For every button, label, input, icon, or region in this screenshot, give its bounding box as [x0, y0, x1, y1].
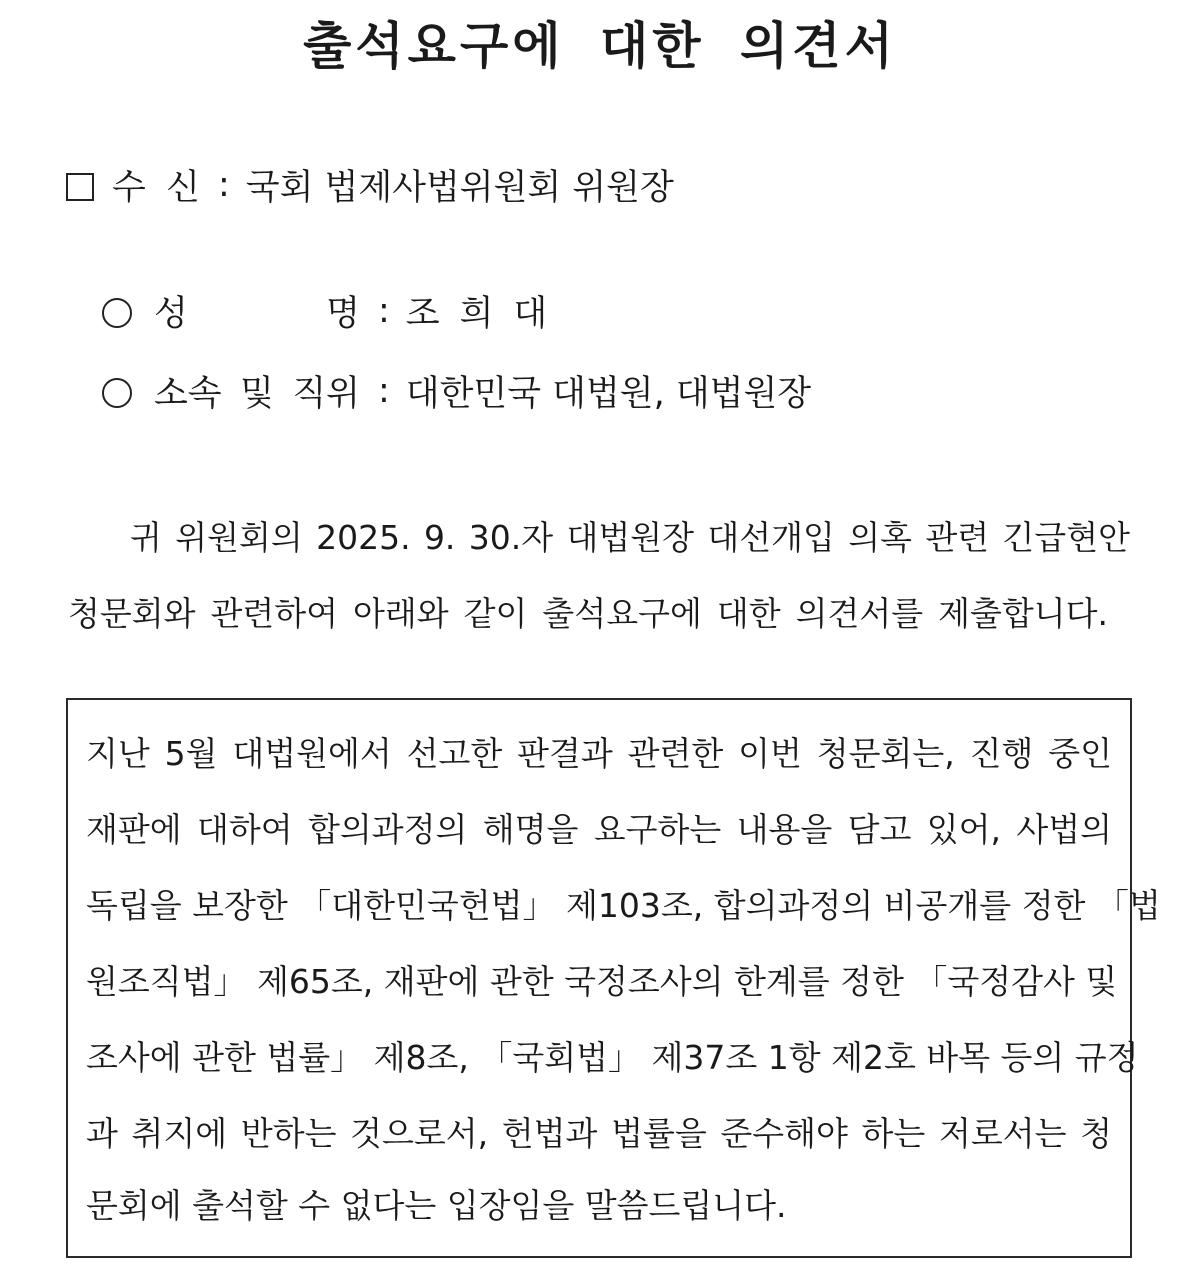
recipient-value: 국회 법제사법위원회 위원장: [245, 168, 674, 208]
affiliation-label: 소속 및 직위: [154, 374, 360, 414]
opinion-line: 문회에 출석할 수 없다는 입장임을 말씀드립니다.: [86, 1186, 787, 1225]
name-label: 성 명: [154, 294, 360, 334]
name-colon: :: [378, 291, 390, 331]
opinion-line: 독립을 보장한 「대한민국헌법」 제103조, 합의과정의 비공개를 정한 「법: [86, 886, 1161, 925]
recipient-label: 수 신: [112, 168, 200, 208]
intro-line-2: 청문회와 관련하여 아래와 같이 출석요구에 대한 의견서를 제출합니다.: [68, 594, 1108, 633]
affiliation-colon: :: [378, 371, 390, 411]
affiliation-row: [102, 366, 811, 416]
recipient-row: [66, 160, 674, 210]
name-row: [102, 286, 567, 336]
circle-bullet-icon: [102, 298, 132, 328]
square-bullet-icon: [66, 173, 94, 201]
opinion-line: 과 취지에 반하는 것으로서, 헌법과 법률을 준수해야 하는 저로서는 청: [86, 1114, 1112, 1153]
opinion-box: [66, 698, 1161, 1258]
circle-bullet-icon: [102, 378, 132, 408]
affiliation-value: 대한민국 대법원, 대법원장: [405, 374, 812, 414]
opinion-line: 재판에 대하여 합의과정의 해명을 요구하는 내용을 담고 있어, 사법의: [86, 810, 1112, 849]
intro-line-1: 귀 위원회의 2025. 9. 30.자 대법원장 대선개입 의혹 관련 긴급현안: [130, 518, 1130, 557]
opinion-line: 조사에 관한 법률」 제8조, 「국회법」 제37조 1항 제2호 바목 등의 규정: [86, 1038, 1139, 1077]
name-value: 조희대: [405, 294, 568, 334]
recipient-colon: :: [218, 165, 230, 205]
document-title: 출석요구에 대한 의견서: [303, 17, 897, 75]
opinion-line: 지난 5월 대법원에서 선고한 판결과 관련한 이번 청문회는, 진행 중인: [86, 734, 1112, 773]
opinion-line: 원조직법」 제65조, 재판에 관한 국정조사의 한계를 정한 「국정감사 및: [86, 962, 1118, 1001]
